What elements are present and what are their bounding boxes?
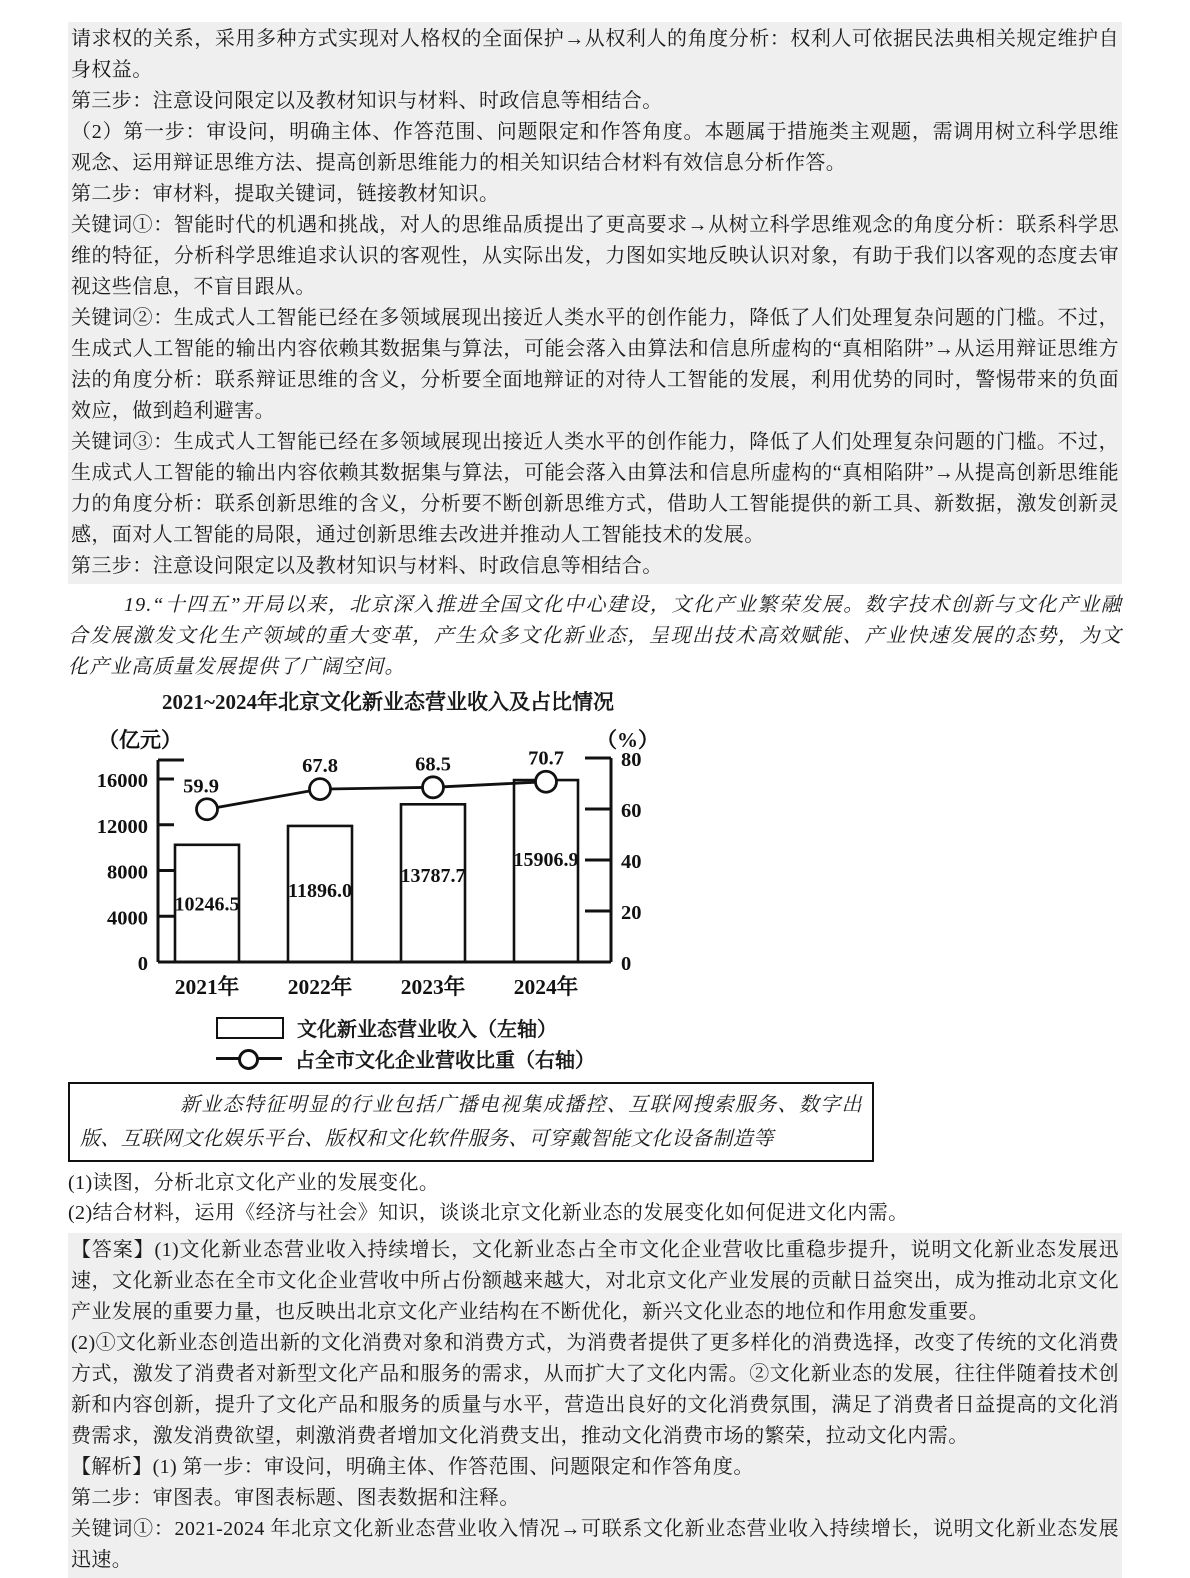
analysis-paragraph: 请求权的关系，采用多种方式实现对人格权的全面保护→从权利人的角度分析：权利人可依据民法典相关规定维护自身权益。 [71,28,1119,81]
bar-value-label: 11896.0 [288,879,352,902]
right-tick-label: 40 [621,851,642,873]
ratio-line [207,782,546,810]
line-marker-swatch-icon [216,1057,282,1060]
line-point-2023年 [423,777,444,798]
sub-question-1: (1)读图，分析北京文化产业的发展变化。 [68,1172,440,1194]
line-point-2021年 [197,799,218,820]
bar-value-label: 13787.7 [400,865,466,888]
analysis-paragraph: 关键词③：生成式人工智能已经在多领域展现出接近人类水平的创作能力，降低了人们处理复杂问题的门槛。不过，生成式人工智能的输出内容依赖其数据集与算法，可能会落入由算法和信息所虚构的“真相陷阱”→从提高创新思维能力的角度分析：联系创新思维的含义，分析要不断创新思维方式，借助人工智能提供的新工具、新数据，激发创新灵感，面对人工智能的局限，通过创新思维去改进并推动人工智能技术的发展。 [71,431,1119,546]
analysis-paragraph: （2）第一步：审设问，明确主体、作答范围、问题限定和作答角度。本题属于措施类主观题，需调用树立科学思维观念、运用辩证思维方法、提高创新思维能力的相关知识结合材料有效信息分析作答。 [71,121,1119,174]
chart-canvas [98,717,678,1005]
legend-line-label: 占全市文化企业营收比重（右轴） [295,1050,595,1072]
chart-title: 2021~2024年北京文化新业态营业收入及占比情况 [162,690,614,714]
answer-paragraph: 第二步：审图表。审图表标题、图表数据和注释。 [71,1487,520,1509]
question-19-section [68,584,1122,1230]
question-19-intro: 19.“十四五”开局以来，北京深入推进全国文化中心建设，文化产业繁荣发展。数字技术创新与文化产业融合发展激发文化生产领域的重大变革，产生众多文化新业态，呈现出技术高效赋能、产业快速发展的态势，为文化产业高质量发展提供了广阔空间。 [68,594,1122,678]
analysis-paragraph: 第二步：审材料，提取关键词，链接教材知识。 [71,183,500,205]
chart-legend [216,1012,678,1074]
x-category-label: 2024年 [513,975,579,999]
line-value-label: 67.8 [302,755,338,778]
left-tick-label: 0 [137,953,148,975]
note-box-text: 新业态特征明显的行业包括广播电视集成播控、互联网搜索服务、数字出版、互联网文化娱乐平台、版权和文化软件服务、可穿戴智能文化设备制造等 [80,1094,862,1150]
left-tick-label: 12000 [98,815,148,838]
right-tick-label: 80 [621,749,642,771]
analysis-top-block [68,22,1122,584]
sub-questions [68,1168,1122,1228]
analysis-paragraph: 第三步：注意设问限定以及教材知识与材料、时政信息等相结合。 [71,90,663,112]
x-category-label: 2022年 [287,975,353,999]
analysis-paragraph: 关键词①：智能时代的机遇和挑战，对人的思维品质提出了更高要求→从树立科学思维观念的角度分析：联系科学思维的特征，分析科学思维追求认识的客观性，从实际出发，力图如实地反映认识对象，有助于我们以客观的态度去审视这些信息，不盲目跟从。 [71,214,1119,298]
analysis-paragraph: 关键词②：生成式人工智能已经在多领域展现出接近人类水平的创作能力，降低了人们处理复杂问题的门槛。不过，生成式人工智能的输出内容依赖其数据集与算法，可能会落入由算法和信息所虚构的“真相陷阱”→从运用辩证思维方法的角度分析：联系辩证思维的含义，分析要全面地辩证的对待人工智能的发展，利用优势的同时，警惕带来的负面效应，做到趋利避害。 [71,307,1119,422]
note-box [68,1082,874,1162]
x-category-label: 2021年 [174,975,240,999]
answer-paragraph: 关键词①：2021-2024 年北京文化新业态营业收入情况→可联系文化新业态营业收入持续增长，说明文化新业态发展迅速。 [71,1518,1119,1571]
line-value-label: 68.5 [415,753,451,776]
line-point-2024年 [536,771,557,792]
answer-paragraph: (2)①文化新业态创造出新的文化消费对象和消费方式，为消费者提供了更多样化的消费选择，改变了传统的文化消费方式，激发了消费者对新型文化产品和服务的需求，从而扩大了文化内需。②文化新业态的发展，往往伴随着技术创新和内容创新，提升了文化产品和服务的质量与水平，营造出良好的文化消费氛围，满足了消费者日益提高的文化消费需求，激发消费欲望，刺激消费者增加文化消费支出，推动文化消费市场的繁荣，拉动文化内需。 [71,1332,1119,1447]
line-value-label: 70.7 [528,747,564,770]
legend-bar-label: 文化新业态营业收入（左轴） [297,1019,557,1041]
answer-paragraph: 【解析】(1) 第一步：审设问，明确主体、作答范围、问题限定和作答角度。 [71,1456,754,1478]
sub-question-2: (2)结合材料，运用《经济与社会》知识，谈谈北京文化新业态的发展变化如何促进文化内需。 [68,1202,909,1224]
right-axis-unit-label: （%） [596,728,659,752]
left-tick-label: 4000 [107,907,148,930]
bar-value-label: 10246.5 [174,893,240,916]
left-tick-label: 16000 [98,770,148,792]
right-tick-label: 60 [621,800,642,822]
left-axis-unit-label: （亿元） [98,728,182,752]
bar-value-label: 15906.9 [513,849,579,872]
bar-swatch-icon [216,1017,284,1039]
chart-figure [98,689,678,1074]
right-tick-label: 0 [621,953,632,975]
legend-item-bar [216,1012,678,1043]
x-category-label: 2023年 [400,975,466,999]
analysis-paragraph: 第三步：注意设问限定以及教材知识与材料、时政信息等相结合。 [71,555,663,577]
line-point-2022年 [310,779,331,800]
line-value-label: 59.9 [183,775,219,798]
answer-paragraph: 【答案】(1)文化新业态营业收入持续增长，文化新业态占全市文化企业营收比重稳步提升，说明文化新业态发展迅速，文化新业态在全市文化企业营收中所占份额越来越大，对北京文化产业发展的贡献日益突出，成为推动北京文化产业发展的重要力量，也反映出北京文化产业结构在不断优化，新兴文化业态的地位和作用愈发重要。 [71,1239,1119,1323]
answer-block [68,1233,1122,1578]
left-tick-label: 8000 [107,861,148,884]
legend-item-line [216,1043,678,1074]
right-tick-label: 20 [621,902,642,924]
